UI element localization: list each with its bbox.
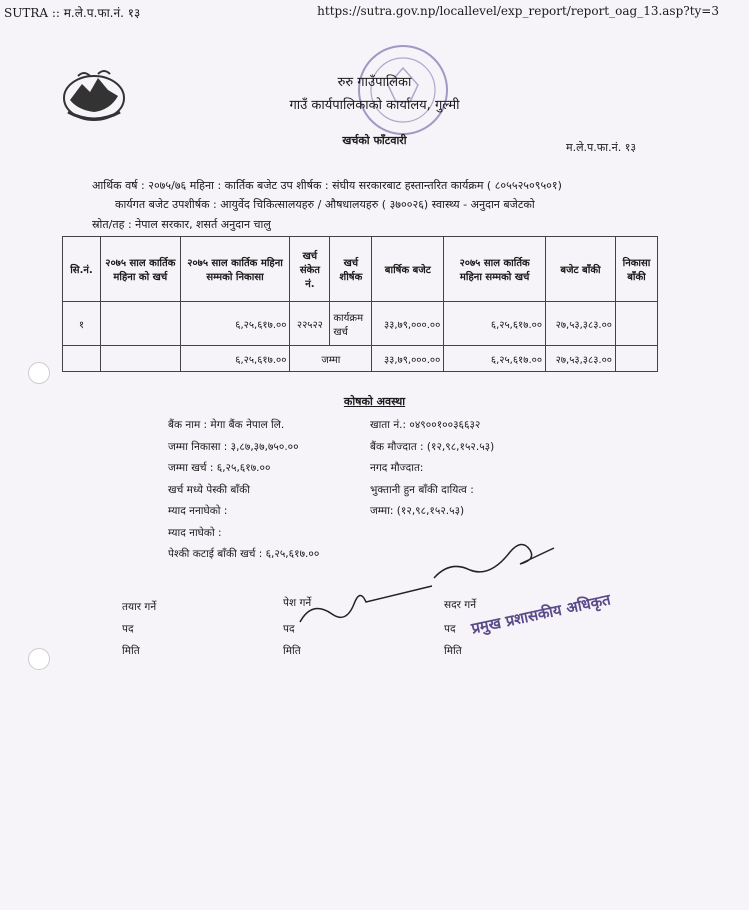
cell (615, 346, 657, 372)
cell: १ (63, 302, 101, 346)
table-row (63, 302, 658, 346)
cell (615, 302, 657, 346)
header-left: SUTRA :: म.ले.प.फा.नं. १३ (4, 6, 141, 20)
approved-by-label: सदर गर्ने (444, 599, 477, 611)
fund-left-item: खर्च मध्ये पेस्की बाँकी (168, 484, 250, 496)
office-seal-icon (348, 40, 458, 140)
form-title: खर्चको फाँटवारी (342, 134, 407, 147)
org-name: रुरु गाउँपालिका (337, 75, 412, 90)
date-label: मिति (444, 645, 462, 657)
fund-right-item: भुक्तानी हुन बाँकी दायित्व : (370, 484, 474, 496)
fund-right-item: जम्मा: (१२,९८,१५२.५३) (370, 505, 465, 517)
fund-left-item: जम्मा निकासा : ३,८७,३७,७५०.०० (168, 441, 299, 453)
cell (63, 346, 101, 372)
cell: २२५२२ (290, 302, 330, 346)
col-header: २०७५ साल कार्तिक महिना सम्मको निकासा (180, 237, 290, 302)
meta-line-1: आर्थिक वर्ष : २०७५/७६ महिना : कार्तिक बजेट उप शीर्षक : संघीय सरकारबाट हस्तान्तरित कार्यक्रम ( ८०५५२५०९५०१) (92, 179, 562, 192)
table-header-row (63, 237, 658, 302)
col-header: २०७५ साल कार्तिक महिना को खर्च (100, 237, 180, 302)
cell: २७,५३,३८३.०० (546, 346, 616, 372)
date-label: मिति (283, 645, 301, 657)
col-header: सि.नं. (63, 237, 101, 302)
fund-left-item: बैंक नाम : मेगा बैंक नेपाल लि. (168, 419, 285, 431)
fund-right-item: बैंक मौज्दात : (१२,९८,१५२.५३) (370, 441, 495, 453)
form-code: म.ले.प.फा.नं. १३ (566, 141, 637, 154)
post-label: पद (283, 623, 295, 635)
cell: ३३,७९,०००.०० (372, 346, 444, 372)
cell: ३३,७९,०००.०० (372, 302, 444, 346)
print-header (0, 0, 749, 22)
col-header: खर्च संकेत नं. (290, 237, 330, 302)
col-header: बार्षिक बजेट (372, 237, 444, 302)
post-label: पद (444, 623, 456, 635)
expense-table (62, 236, 658, 372)
total-label: जम्मा (290, 346, 372, 372)
signature-submitter-icon (296, 580, 436, 630)
fund-status-title: कोषको अवस्था (343, 395, 406, 408)
office-name: गाउँ कार्यपालिकाको कार्यालय, गुल्मी (289, 98, 460, 113)
signature-approver-icon (430, 530, 560, 585)
col-header: बजेट बाँकी (546, 237, 616, 302)
cell: ६,२५,६१७.०० (180, 302, 290, 346)
fund-left-item: म्याद ननाघेको : (168, 505, 228, 517)
punch-hole (28, 362, 50, 384)
header-url: https://sutra.gov.np/locallevel/exp_report/report_oag_13.asp?ty=3 (317, 4, 719, 18)
cell: ६,२५,६१७.०० (444, 302, 546, 346)
punch-hole (28, 648, 50, 670)
post-label: पद (122, 623, 134, 635)
cell: २७,५३,३८३.०० (546, 302, 616, 346)
designation-stamp: प्रमुख प्रशासकीय अधिकृत (469, 590, 613, 638)
meta-line-2: कार्यगत बजेट उपशीर्षक : आयुर्वेद चिकित्सालयहरु / औषधालयहरु ( ३७००२६) स्वास्थ्य - अनुदान बजेटको (115, 198, 535, 211)
cell (100, 302, 180, 346)
fund-left-item: म्याद नाघेको : (168, 527, 222, 539)
fund-left-item: पेश्की कटाई बाँकी खर्च : ६,२५,६१७.०० (168, 548, 320, 560)
prepared-by-label: तयार गर्ने (122, 601, 157, 613)
fund-right-item: नगद मौज्दात: (370, 462, 424, 474)
fund-right-item: खाता नं.: ०४९००१००३६६३२ (370, 419, 481, 431)
table-total-row (63, 346, 658, 372)
meta-line-3: स्रोत/तह : नेपाल सरकार, शसर्त अनुदान चालु (92, 218, 271, 231)
cell (100, 346, 180, 372)
fund-left-item: जम्मा खर्च : ६,२५,६१७.०० (168, 462, 271, 474)
cell: ६,२५,६१७.०० (180, 346, 290, 372)
cell: कार्यक्रम खर्च (330, 302, 372, 346)
col-header: २०७५ साल कार्तिक महिना सम्मको खर्च (444, 237, 546, 302)
cell: ६,२५,६१७.०० (444, 346, 546, 372)
col-header: निकासा बाँकी (615, 237, 657, 302)
date-label: मिति (122, 645, 140, 657)
col-header: खर्च शीर्षक (330, 237, 372, 302)
submitted-by-label: पेश गर्ने (283, 597, 312, 609)
